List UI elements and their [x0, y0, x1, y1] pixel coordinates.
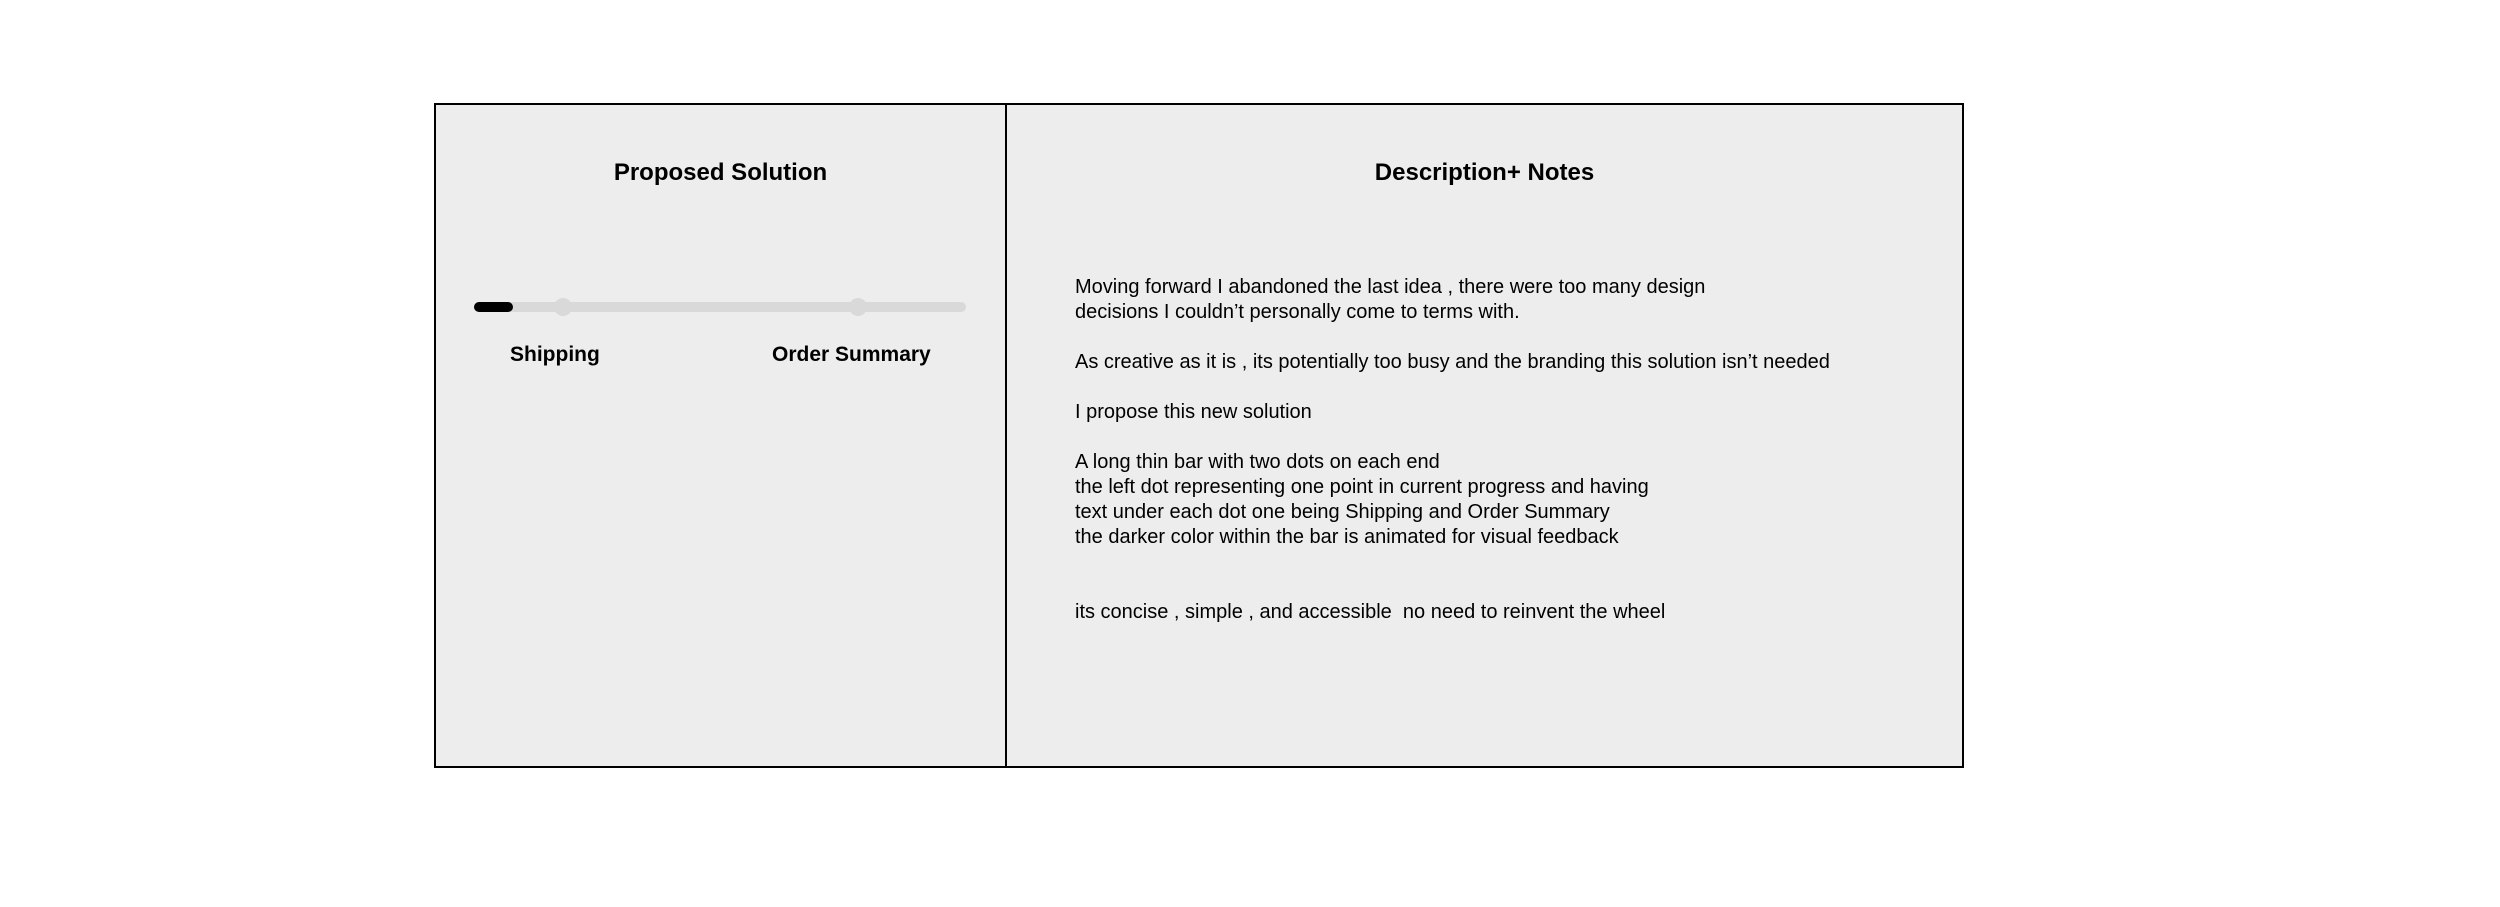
note-line	[1075, 375, 1975, 400]
note-line: the darker color within the bar is animated for visual feedback	[1075, 526, 1619, 548]
description-notes-title: Description+ Notes	[1374, 159, 1595, 186]
note-line: the left dot representing one point in current progress and having	[1075, 476, 1649, 498]
proposed-solution-panel	[436, 105, 1007, 766]
step-label-order-summary: Order Summary	[772, 343, 931, 366]
note-line	[1075, 425, 1975, 450]
note-line: Moving forward I abandoned the last idea , there were too many design	[1075, 276, 1706, 298]
notes-text	[1075, 275, 1975, 625]
description-notes-panel	[1007, 105, 1962, 766]
note-line: As creative as it is , its potentially too busy and the branding this solution isn’t needed	[1075, 351, 1830, 373]
note-line: its concise , simple , and accessible no need to reinvent the wheel	[1075, 601, 1666, 623]
progress-track	[474, 302, 966, 312]
note-line	[1075, 575, 1975, 600]
note-line: A long thin bar with two dots on each end	[1075, 451, 1440, 473]
progress-dot-shipping[interactable]	[554, 298, 572, 316]
progress-fill	[474, 302, 513, 312]
note-line: I propose this new solution	[1075, 401, 1312, 423]
note-line: decisions I couldn’t personally come to terms with.	[1075, 301, 1520, 323]
step-label-shipping: Shipping	[510, 343, 600, 366]
note-line	[1075, 550, 1975, 575]
wireframe-board	[434, 103, 1964, 768]
proposed-solution-title: Proposed Solution	[613, 159, 828, 186]
note-line	[1075, 325, 1975, 350]
progress-dot-order-summary[interactable]	[849, 298, 867, 316]
checkout-progress-bar	[474, 297, 966, 317]
note-line: text under each dot one being Shipping and Order Summary	[1075, 501, 1610, 523]
